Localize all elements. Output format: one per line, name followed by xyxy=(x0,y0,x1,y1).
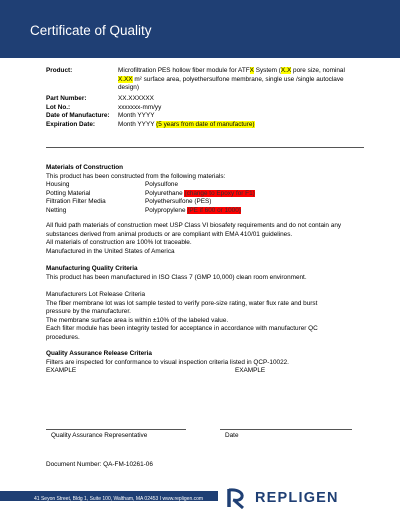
material-value-text: Polyurethane xyxy=(145,189,185,197)
material-value xyxy=(145,198,211,207)
product-text: System ( xyxy=(253,67,281,74)
release-text: The membrane surface area is within ±10% of the labeled value. xyxy=(46,316,229,324)
material-note-highlight: (PE if 600 or 1000) xyxy=(187,206,241,214)
materials-paragraph: All fluid path materials of construction meet USP Class VI biosafety requirements and do not contain any xyxy=(46,222,342,229)
release-text: The fiber membrane lot was lot sample tested to verify pore-size rating, water flux rate and burst xyxy=(46,299,318,307)
date-of-manufacture-value: Month YYYY xyxy=(118,112,155,119)
materials-paragraph: All materials of construction are 100% lot traceable. xyxy=(46,239,192,246)
signature-line xyxy=(46,429,186,430)
signature-caption: Quality Assurance Representative xyxy=(51,432,148,439)
product-line-2 xyxy=(118,76,344,85)
qa-heading: Quality Assurance Release Criteria xyxy=(46,350,152,357)
qa-text: Filters are inspected for conformance to visual inspection criteria listed in QCP-10022. xyxy=(46,358,289,366)
release-text: Each filter module has been integrity tested for acceptance in accordance with manufacturer QC xyxy=(46,325,318,332)
part-number-value: XX.XXXXXX xyxy=(118,95,154,102)
materials-paragraph: Manufactured in the United States of America xyxy=(46,247,175,255)
expiration-date-value xyxy=(118,121,255,130)
placeholder-highlight: X.XX xyxy=(118,75,133,83)
lot-label: Lot No.: xyxy=(46,103,71,111)
footer xyxy=(0,487,400,518)
footer-bar xyxy=(0,491,218,501)
signature-example-left: EXAMPLE xyxy=(46,367,77,374)
part-number-label: Part Number: xyxy=(46,95,87,102)
date-of-manufacture-label: Date of Manufacture: xyxy=(46,112,110,119)
material-value xyxy=(145,207,241,216)
repligen-logo-text: REPLIGEN xyxy=(255,490,339,506)
lot-value: xxxxxxx-mm/yy xyxy=(118,103,162,111)
product-text: Microfiltration PES hollow fiber module for ATF xyxy=(118,67,250,74)
repligen-logo-icon xyxy=(225,487,247,509)
document-number: Document Number: QA-FM-10261-06 xyxy=(46,461,153,468)
placeholder-highlight: X.X xyxy=(280,67,292,74)
materials-paragraph: substances derived from animal products or are compliant with EMA 410/01 guidelines. xyxy=(46,230,293,238)
signature-example-right: EXAMPLE xyxy=(235,367,266,374)
materials-intro: This product has been constructed from the following materials: xyxy=(46,172,226,180)
release-heading: Manufacturers Lot Release Criteria xyxy=(46,291,146,298)
placeholder-highlight: X xyxy=(249,67,254,74)
date-line xyxy=(220,429,352,430)
page-title: Certificate of Quality xyxy=(30,23,152,38)
product-text: m² surface area, polyethersulfone membrane, single use /single autoclave xyxy=(132,75,344,83)
material-name: Housing xyxy=(46,181,70,188)
material-name: Filtration Filter Media xyxy=(46,198,106,205)
date-caption: Date xyxy=(225,432,239,439)
release-text: pressure by the manufacturer. xyxy=(46,308,131,315)
material-value-text: Polyethersulfone (PES) xyxy=(145,198,212,205)
manufacturing-text: This product has been manufactured in ISO Class 7 (GMP 10,000) clean room environment. xyxy=(46,273,307,281)
product-line-3: design) xyxy=(118,84,139,91)
product-label: Product: xyxy=(46,67,73,74)
material-value-text: Polypropylene xyxy=(145,206,188,214)
expiration-date-text: Month YYYY xyxy=(118,121,157,128)
product-text: pore size, nominal xyxy=(291,67,345,74)
material-name: Potting Material xyxy=(46,189,91,197)
header-banner xyxy=(0,0,400,58)
expiration-date-label: Expiration Date: xyxy=(46,121,96,128)
release-text: procedures. xyxy=(46,333,80,341)
materials-heading: Materials of Construction xyxy=(46,164,124,171)
manufacturing-heading: Manufacturing Quality Criteria xyxy=(46,265,138,272)
footer-address: 41 Seyon Street, Bldg 1, Suite 100, Waltham, MA 02453 I www.repligen.com xyxy=(34,496,204,502)
section-divider xyxy=(46,147,364,148)
material-value xyxy=(145,190,255,199)
expiration-note-highlight: (5 years from date of manufacture) xyxy=(156,121,255,128)
material-value xyxy=(145,181,178,190)
product-line-1 xyxy=(118,67,345,76)
material-value-text: Polysulfone xyxy=(145,181,179,188)
material-name: Netting xyxy=(46,206,67,214)
material-note-highlight: (change to Epoxy for F1) xyxy=(184,189,255,197)
